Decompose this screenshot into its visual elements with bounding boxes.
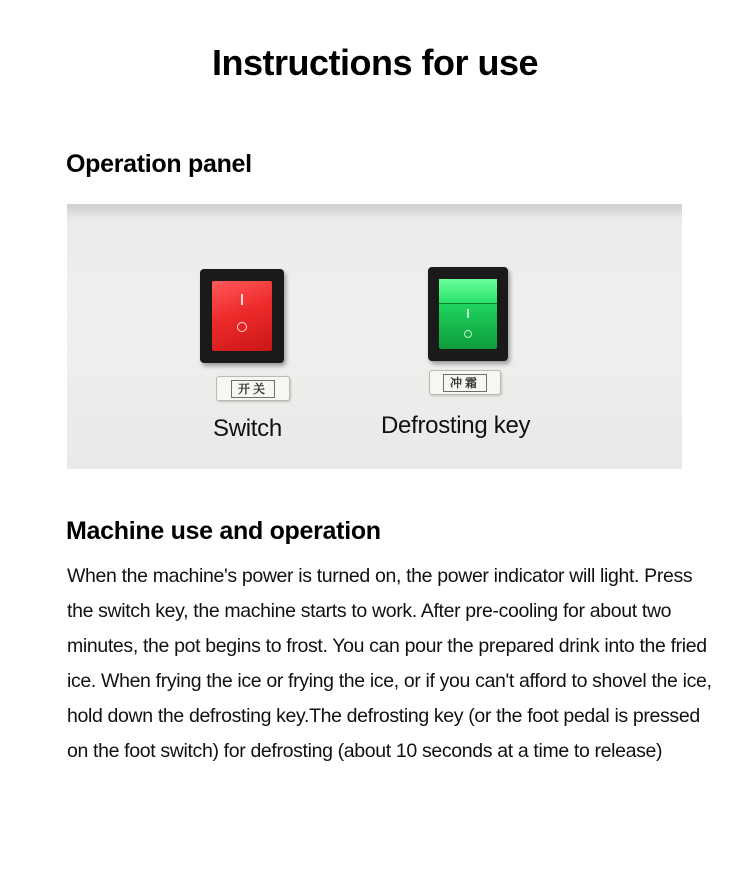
- defrost-key: [428, 267, 508, 361]
- page-title: Instructions for use: [211, 42, 539, 83]
- machine-use-paragraph: When the machine's power is turned on, the power indicator will light. Press the switch key, the machine starts to work. After pre-cooling for about two minutes, the pot begins to frost. You can pour the prepared drink into the fried ice. When frying the ice or frying the ice, or if you can't afford to shovel the ice, hold down the defrosting key.The defrosting key (or the foot pedal is pressed on the foot switch) for defrosting (about 10 seconds at a time to release): [67, 565, 712, 762]
- defrost-key-plate-text: 冲霜: [443, 374, 487, 392]
- power-switch-label-plate: [216, 376, 290, 401]
- machine-use-heading: Machine use and operation: [66, 517, 381, 545]
- power-switch-plate-text: 开关: [231, 380, 275, 398]
- power-off-mark-icon: [237, 322, 247, 332]
- defrost-key-caption: Defrosting key: [381, 412, 531, 439]
- operation-panel-heading: Operation panel: [66, 150, 252, 178]
- power-on-mark-icon: [241, 294, 243, 305]
- defrost-on-mark-icon: [467, 309, 469, 318]
- defrost-rocker: [439, 279, 497, 349]
- defrost-off-mark-icon: [464, 330, 472, 338]
- power-rocker: [212, 281, 272, 351]
- power-switch-caption: Switch: [213, 415, 282, 442]
- operation-panel-photo: [67, 204, 682, 469]
- defrost-key-label-plate: [429, 370, 501, 395]
- power-switch: [200, 269, 284, 363]
